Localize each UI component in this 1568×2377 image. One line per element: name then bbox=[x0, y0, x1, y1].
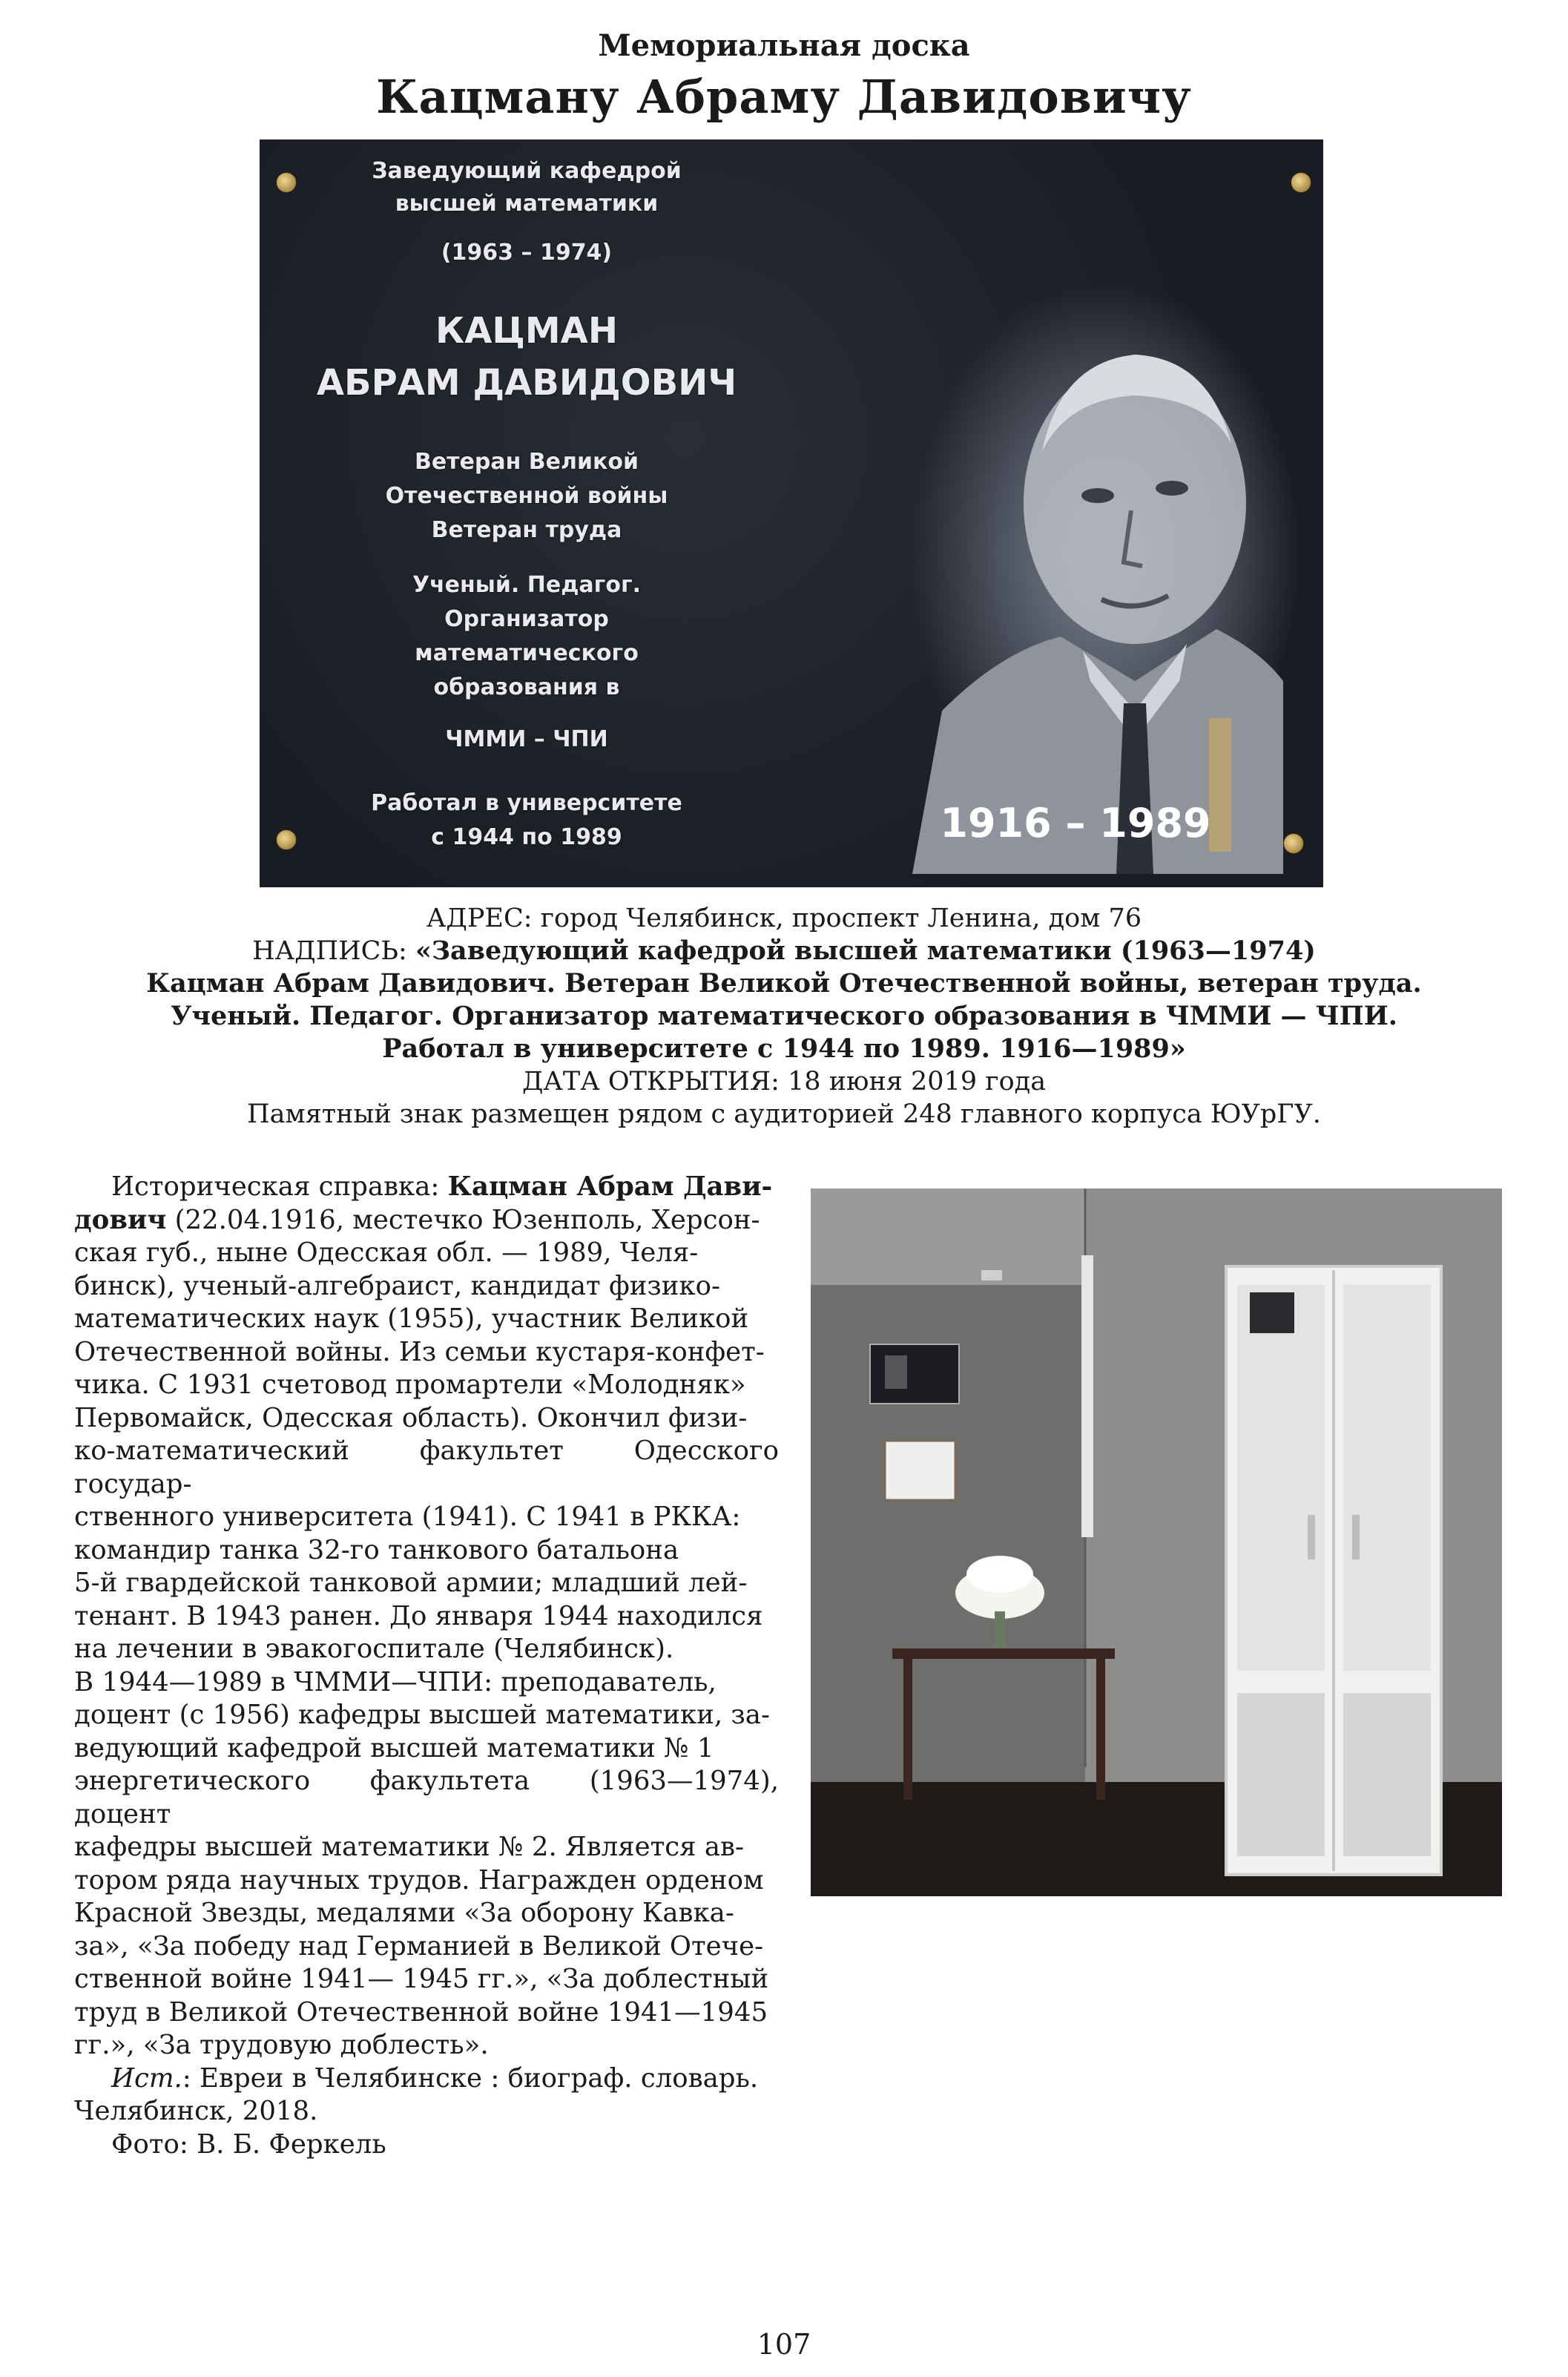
inscription-line-3 bbox=[0, 1000, 1568, 1033]
body-line bbox=[74, 1270, 779, 1303]
body-text-span: Первомайск, Одесская область). Окончил физи- bbox=[74, 1402, 748, 1433]
body-line bbox=[74, 1171, 779, 1204]
body-line bbox=[74, 1930, 779, 1964]
body-text-span: 5-й гвардейской танковой армии; младший лей- bbox=[74, 1568, 748, 1598]
plaque-line: ЧММИ – ЧПИ bbox=[445, 726, 608, 752]
page-title: Кацману Абраму Давидовичу bbox=[376, 70, 1192, 124]
body-text-span: ственной войне 1941— 1945 гг.», «За доблестный bbox=[74, 1964, 769, 1994]
plaque-line: Ученый. Педагог. bbox=[412, 572, 642, 598]
inscription-text: Ученый. Педагог. Организатор математического образования в ЧММИ — ЧПИ. bbox=[171, 1001, 1397, 1031]
body-text-span: за», «За победу над Германией в Великой Отече- bbox=[74, 1930, 764, 1962]
body-line bbox=[74, 1831, 779, 1864]
body-text-span: математических наук (1955), участник Великой bbox=[74, 1303, 749, 1334]
plaque-line: образования в bbox=[433, 674, 620, 700]
inscription-text: Работал в университете с 1944 по 1989. 1916—1989» bbox=[382, 1033, 1186, 1064]
body-bold-span: дович bbox=[74, 1204, 167, 1235]
body-text-span: (22.04.1916, местечко Юзенполь, Херсон- bbox=[166, 1204, 760, 1235]
plaque-line: Заведующий кафедрой bbox=[372, 158, 682, 184]
plaque-line: Отечественной войны bbox=[385, 483, 668, 509]
plaque-line: высшей математики bbox=[395, 191, 659, 217]
screw-icon bbox=[1283, 833, 1304, 854]
body-text-span: В 1944—1989 в ЧММИ—ЧПИ: преподаватель, bbox=[74, 1666, 717, 1697]
plaque-line: Работал в университете bbox=[371, 790, 682, 816]
plaque-name-surname: КАЦМАН bbox=[435, 310, 618, 352]
body-text-span: Отечественной войны. Из семьи кустаря-конфет- bbox=[74, 1336, 765, 1367]
interior-photo bbox=[811, 1188, 1502, 1896]
memorial-plaque-photo bbox=[260, 139, 1323, 887]
body-line bbox=[74, 1765, 779, 1831]
plaque-line: Организатор bbox=[444, 606, 609, 632]
body-text-span: гг.», «За трудовую доблесть». bbox=[74, 2030, 489, 2060]
body-line bbox=[74, 1963, 779, 1996]
body-line bbox=[74, 1996, 779, 2030]
interior-scene bbox=[811, 1188, 1502, 1896]
source-label: Ист. bbox=[111, 2062, 182, 2094]
address-line: АДРЕС: город Челябинск, проспект Ленина, дом 76 bbox=[426, 904, 1142, 933]
body-text-span: энергетического факультета (1963—1974), доцент bbox=[74, 1766, 779, 1829]
inscription-text: «Заведующий кафедрой высшей математики (1963—1974) bbox=[415, 936, 1316, 966]
inscription-text: Кацман Абрам Давидович. Ветеран Великой Отечественной войны, ветеран труда. bbox=[146, 968, 1422, 999]
photo-credit: Фото: В. Б. Феркель bbox=[111, 2128, 386, 2160]
body-line bbox=[74, 1402, 779, 1436]
inscription-line-4 bbox=[0, 1033, 1568, 1065]
body-text-span: тенант. В 1943 ранен. До января 1944 находился bbox=[74, 1600, 763, 1631]
body-line bbox=[74, 1501, 779, 1534]
body-line bbox=[74, 1369, 779, 1402]
body-line bbox=[74, 1699, 779, 1732]
inscription-line-2 bbox=[0, 967, 1568, 1000]
body-text-span: ственного университета (1941). С 1941 в РККА: bbox=[74, 1502, 741, 1532]
body-text-span: бинск), ученый-алгебраист, кандидат физико- bbox=[74, 1270, 720, 1301]
body-text-span: ко-математический факультет Одесского государ- bbox=[74, 1436, 779, 1499]
body-text-span: кафедры высшей математики № 2. Является ав- bbox=[74, 1832, 744, 1862]
body-text-span: ведующий кафедрой высшей математики № 1 bbox=[74, 1732, 714, 1763]
body-line bbox=[74, 1303, 779, 1336]
plaque-years: 1916 – 1989 bbox=[940, 800, 1211, 846]
plaque-name-given: АБРАМ ДАВИДОВИЧ bbox=[316, 362, 737, 404]
body-text-span: на лечении в эвакогоспитале (Челябинск). bbox=[74, 1634, 674, 1664]
source-line-2: Челябинск, 2018. bbox=[74, 2096, 318, 2126]
body-line bbox=[74, 1600, 779, 1634]
body-text-span: тором ряда научных трудов. Награжден орденом bbox=[74, 1864, 764, 1896]
body-text-span: доцент (с 1956) кафедры высшей математики, за- bbox=[74, 1700, 770, 1730]
body-line bbox=[74, 1567, 779, 1600]
body-line bbox=[74, 1633, 779, 1666]
plaque-line: (1963 – 1974) bbox=[441, 240, 613, 266]
body-line bbox=[74, 2029, 779, 2062]
inscription-line-1 bbox=[0, 935, 1568, 967]
body-line bbox=[74, 1897, 779, 1930]
inscription-label: НАДПИСЬ: bbox=[252, 936, 415, 966]
body-text-span: Историческая справка: bbox=[111, 1171, 448, 1202]
body-line bbox=[74, 1336, 779, 1370]
body-text-span: чика. С 1931 счетовод промартели «Молодняк» bbox=[74, 1370, 746, 1400]
historical-note bbox=[74, 1171, 779, 2161]
plaque-line: Ветеран Великой bbox=[414, 449, 639, 475]
portrait-engraving bbox=[912, 266, 1283, 874]
plaque-line: математического bbox=[415, 640, 639, 666]
body-text-span: Красной Звезды, медалями «За оборону Кавка- bbox=[74, 1898, 734, 1928]
body-text-span: ская губ., ныне Одесская обл. — 1989, Челя- bbox=[74, 1237, 699, 1268]
page-number: 107 bbox=[757, 2328, 811, 2361]
body-line bbox=[74, 1534, 779, 1568]
body-line bbox=[74, 1204, 779, 1237]
body-line bbox=[74, 1666, 779, 1700]
plaque-line: Ветеран труда bbox=[431, 517, 622, 543]
opening-date: ДАТА ОТКРЫТИЯ: 18 июня 2019 года bbox=[521, 1067, 1047, 1097]
body-line bbox=[74, 1435, 779, 1501]
screw-icon bbox=[1291, 172, 1311, 193]
body-line bbox=[74, 1864, 779, 1898]
plaque-line: с 1944 по 1989 bbox=[431, 824, 622, 850]
body-text-span: труд в Великой Отечественной войне 1941—1945 bbox=[74, 1996, 768, 2028]
body-bold-span: Кацман Абрам Дави- bbox=[447, 1171, 773, 1202]
body-line bbox=[74, 1237, 779, 1270]
body-line bbox=[74, 1732, 779, 1766]
source-line bbox=[74, 2062, 779, 2096]
source-text: : Евреи в Челябинске : биограф. словарь. bbox=[182, 2062, 759, 2094]
body-text-span: командир танка 32-го танкового батальона bbox=[74, 1534, 679, 1565]
page-subtitle: Мемориальная доска bbox=[598, 28, 970, 63]
location-note: Памятный знак размещен рядом с аудиторией 248 главного корпуса ЮУрГУ. bbox=[247, 1099, 1321, 1129]
